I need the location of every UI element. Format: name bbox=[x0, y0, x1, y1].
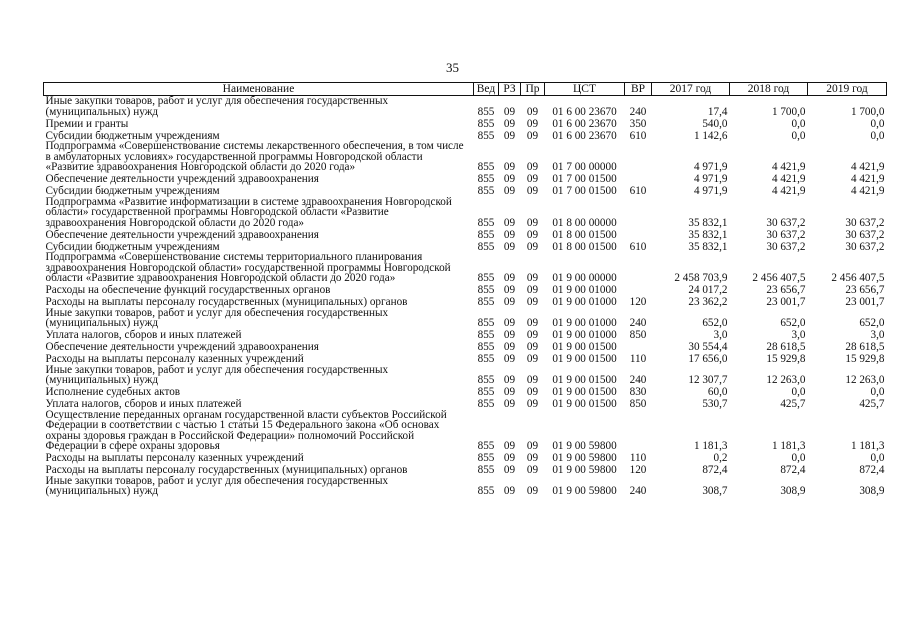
cell-y2017: 1 142,6 bbox=[693, 129, 728, 142]
cell-y2018: 4 421,9 bbox=[771, 185, 806, 197]
cell-y2018: 4 421,9 bbox=[771, 161, 806, 173]
cell-pr: 09 bbox=[526, 161, 539, 173]
cell-y2019: 2 456 407,5 bbox=[831, 272, 885, 284]
cell-y2019: 4 421,9 bbox=[850, 161, 885, 173]
cell-ved: 855 bbox=[477, 398, 495, 410]
cell-ved: 855 bbox=[477, 485, 495, 497]
cell-pr: 09 bbox=[526, 440, 539, 452]
cell-rz: 09 bbox=[503, 329, 516, 341]
cell-ved: 855 bbox=[477, 329, 495, 341]
cell-pr: 09 bbox=[526, 173, 539, 185]
cell-vr: 610 bbox=[629, 185, 647, 197]
table-row bbox=[44, 329, 887, 341]
cell-pr: 09 bbox=[526, 452, 539, 464]
cell-vr: 350 bbox=[629, 117, 647, 130]
cell-name: Иные закупки товаров, работ и услуг для обеспечения государственных (муниципальных) нужд bbox=[45, 306, 389, 329]
cell-name: Исполнение судебных актов bbox=[45, 386, 181, 398]
cell-rz: 09 bbox=[503, 296, 516, 308]
cell-ved: 855 bbox=[477, 117, 495, 130]
cell-vr bbox=[625, 173, 652, 185]
table-row bbox=[44, 252, 887, 284]
cell-pr: 09 bbox=[526, 329, 539, 341]
cell-y2017: 30 554,4 bbox=[688, 341, 728, 353]
cell-y2018: 2 456 407,5 bbox=[752, 272, 806, 284]
cell-pr: 09 bbox=[526, 284, 539, 296]
cell-pr: 09 bbox=[526, 398, 539, 410]
cell-cst: 01 9 00 01500 bbox=[552, 353, 617, 365]
cell-name: Расходы на обеспечение функций государственных органов bbox=[45, 284, 331, 296]
cell-y2018: 23 656,7 bbox=[766, 284, 806, 296]
cell-y2018: 15 929,8 bbox=[766, 353, 806, 365]
cell-cst: 01 9 00 59800 bbox=[552, 452, 617, 464]
cell-y2019: 28 618,5 bbox=[845, 341, 885, 353]
cell-vr: 240 bbox=[629, 317, 647, 329]
cell-y2017: 60,0 bbox=[707, 386, 728, 398]
cell-vr: 610 bbox=[629, 129, 647, 142]
cell-rz: 09 bbox=[503, 341, 516, 353]
cell-y2017: 308,7 bbox=[702, 485, 728, 497]
cell-y2019: 0,0 bbox=[870, 129, 885, 142]
cell-y2017: 0,2 bbox=[713, 452, 728, 464]
cell-vr: 830 bbox=[629, 386, 647, 398]
cell-name: Обеспечение деятельности учреждений здравоохранения bbox=[45, 173, 319, 185]
table-row bbox=[44, 308, 887, 329]
cell-vr: 110 bbox=[629, 452, 647, 464]
cell-y2018: 0,0 bbox=[791, 452, 806, 464]
cell-y2017: 17 656,0 bbox=[688, 353, 728, 365]
cell-pr: 09 bbox=[526, 464, 539, 476]
cell-cst: 01 9 00 01000 bbox=[552, 317, 617, 329]
cell-vr: 850 bbox=[629, 398, 647, 410]
cell-vr bbox=[625, 228, 652, 240]
table-row bbox=[44, 228, 887, 240]
cell-cst: 01 9 00 59800 bbox=[552, 464, 617, 476]
cell-pr: 09 bbox=[526, 228, 539, 241]
cell-y2017: 35 832,1 bbox=[688, 228, 728, 241]
cell-rz: 09 bbox=[503, 398, 516, 410]
cell-rz: 09 bbox=[503, 272, 516, 284]
cell-cst: 01 9 00 01500 bbox=[552, 374, 617, 386]
cell-rz: 09 bbox=[503, 485, 516, 497]
cell-y2017: 35 832,1 bbox=[688, 240, 728, 253]
cell-cst: 01 9 00 01000 bbox=[552, 329, 617, 341]
cell-y2018: 872,4 bbox=[780, 464, 806, 476]
cell-cst: 01 8 00 01500 bbox=[552, 240, 617, 253]
cell-name: Расходы на выплаты персоналу казенных учреждений bbox=[45, 452, 304, 464]
table-header-row bbox=[44, 83, 887, 96]
cell-name: Обеспечение деятельности учреждений здравоохранения bbox=[45, 341, 319, 353]
cell-y2017: 1 181,3 bbox=[693, 440, 728, 452]
cell-pr: 09 bbox=[526, 353, 539, 365]
cell-ved: 855 bbox=[477, 452, 495, 464]
cell-y2019: 308,9 bbox=[859, 485, 885, 497]
cell-rz: 09 bbox=[503, 440, 516, 452]
cell-vr bbox=[625, 252, 652, 284]
cell-rz: 09 bbox=[503, 452, 516, 464]
table-row bbox=[44, 398, 887, 410]
cell-vr: 850 bbox=[629, 329, 647, 341]
cell-y2018: 652,0 bbox=[780, 317, 806, 329]
cell-y2018: 1 700,0 bbox=[771, 105, 806, 118]
cell-rz: 09 bbox=[503, 353, 516, 365]
cell-name: Подпрограмма «Совершенствование системы лекарственного обеспечения, в том числе в амбулаторных условиях» государственной программы Новгородской области «Развитие здравоохранения Новгородской области до 2020 года» bbox=[45, 140, 464, 173]
cell-ved: 855 bbox=[477, 129, 495, 142]
cell-vr bbox=[625, 410, 652, 452]
cell-y2017: 530,7 bbox=[702, 398, 728, 410]
cell-y2018: 308,9 bbox=[780, 485, 806, 497]
cell-cst: 01 6 00 23670 bbox=[552, 117, 617, 130]
table-row bbox=[44, 464, 887, 476]
cell-pr: 09 bbox=[526, 317, 539, 329]
cell-ved: 855 bbox=[477, 440, 495, 452]
cell-y2017: 23 362,2 bbox=[688, 296, 728, 308]
cell-y2018: 30 637,2 bbox=[766, 228, 806, 241]
cell-y2018: 0,0 bbox=[791, 386, 806, 398]
cell-rz: 09 bbox=[503, 117, 516, 130]
page-number: 35 bbox=[446, 60, 459, 75]
cell-y2018: 3,0 bbox=[791, 329, 806, 341]
cell-y2017: 35 832,1 bbox=[688, 216, 728, 229]
cell-y2019: 425,7 bbox=[859, 398, 885, 410]
header-2018: 2018 год bbox=[730, 83, 808, 96]
cell-ved: 855 bbox=[477, 173, 495, 185]
cell-y2017: 540,0 bbox=[702, 117, 728, 130]
table-row bbox=[44, 476, 887, 497]
table-row bbox=[44, 353, 887, 365]
cell-y2019: 652,0 bbox=[859, 317, 885, 329]
cell-cst: 01 8 00 00000 bbox=[552, 216, 617, 229]
cell-vr bbox=[625, 197, 652, 229]
cell-y2019: 4 421,9 bbox=[850, 173, 885, 185]
cell-y2018: 12 263,0 bbox=[766, 374, 806, 386]
cell-y2019: 1 181,3 bbox=[850, 440, 885, 452]
cell-rz: 09 bbox=[503, 464, 516, 476]
cell-ved: 855 bbox=[477, 317, 495, 329]
cell-y2019: 23 656,7 bbox=[845, 284, 885, 296]
cell-cst: 01 9 00 01500 bbox=[552, 398, 617, 410]
cell-y2017: 4 971,9 bbox=[693, 185, 728, 197]
cell-cst: 01 7 00 00000 bbox=[552, 161, 617, 173]
cell-y2019: 15 929,8 bbox=[845, 353, 885, 365]
cell-rz: 09 bbox=[503, 284, 516, 296]
table-row bbox=[44, 141, 887, 173]
cell-pr: 09 bbox=[526, 185, 539, 197]
cell-pr: 09 bbox=[526, 240, 539, 253]
cell-ved: 855 bbox=[477, 272, 495, 284]
cell-rz: 09 bbox=[503, 374, 516, 386]
cell-pr: 09 bbox=[526, 341, 539, 353]
table-row bbox=[44, 284, 887, 296]
cell-vr bbox=[625, 341, 652, 353]
cell-rz: 09 bbox=[503, 173, 516, 185]
table-row bbox=[44, 386, 887, 398]
cell-y2019: 30 637,2 bbox=[845, 240, 885, 253]
cell-rz: 09 bbox=[503, 185, 516, 197]
cell-name: Субсидии бюджетным учреждениям bbox=[45, 129, 220, 142]
cell-pr: 09 bbox=[526, 296, 539, 308]
cell-rz: 09 bbox=[503, 105, 516, 118]
cell-pr: 09 bbox=[526, 216, 539, 229]
table-row bbox=[44, 96, 887, 118]
cell-vr: 110 bbox=[629, 353, 647, 365]
cell-ved: 855 bbox=[477, 105, 495, 118]
table-row bbox=[44, 185, 887, 197]
cell-vr: 240 bbox=[629, 374, 647, 386]
cell-cst: 01 9 00 00000 bbox=[552, 272, 617, 284]
cell-ved: 855 bbox=[477, 228, 495, 241]
header-2017: 2017 год bbox=[652, 83, 730, 96]
cell-rz: 09 bbox=[503, 161, 516, 173]
cell-y2019: 12 263,0 bbox=[845, 374, 885, 386]
header-name: Наименование bbox=[44, 83, 474, 96]
cell-y2019: 872,4 bbox=[859, 464, 885, 476]
cell-name: Осуществление переданных органам государственной власти субъектов Российской Федерации в соответствии с частью 1 статьи 15 Федерального закона «Об основах охраны здоровья граждан в Российской Федерации» полномочий Российской Федерации в сфере охраны здоровья bbox=[45, 408, 447, 452]
cell-cst: 01 9 00 01500 bbox=[552, 341, 617, 353]
cell-name: Премии и гранты bbox=[45, 117, 129, 130]
cell-name: Расходы на выплаты персоналу казенных учреждений bbox=[45, 353, 304, 365]
cell-name: Иные закупки товаров, работ и услуг для обеспечения государственных (муниципальных) нужд bbox=[45, 95, 389, 118]
cell-y2019: 1 700,0 bbox=[850, 105, 885, 118]
cell-name: Субсидии бюджетным учреждениям bbox=[45, 185, 220, 197]
cell-ved: 855 bbox=[477, 296, 495, 308]
header-pr: Пр bbox=[521, 83, 545, 96]
cell-y2018: 0,0 bbox=[791, 129, 806, 142]
cell-rz: 09 bbox=[503, 386, 516, 398]
cell-name: Субсидии бюджетным учреждениям bbox=[45, 240, 220, 253]
cell-name: Уплата налогов, сборов и иных платежей bbox=[45, 329, 242, 341]
cell-y2019: 3,0 bbox=[870, 329, 885, 341]
header-rz: РЗ bbox=[499, 83, 521, 96]
cell-ved: 855 bbox=[477, 216, 495, 229]
cell-vr: 240 bbox=[629, 105, 647, 118]
cell-rz: 09 bbox=[503, 240, 516, 253]
cell-vr bbox=[625, 141, 652, 173]
cell-pr: 09 bbox=[526, 485, 539, 497]
cell-y2018: 30 637,2 bbox=[766, 240, 806, 253]
cell-y2017: 24 017,2 bbox=[688, 284, 728, 296]
budget-table bbox=[43, 82, 887, 497]
table-row bbox=[44, 296, 887, 308]
cell-ved: 855 bbox=[477, 341, 495, 353]
cell-cst: 01 8 00 01500 bbox=[552, 228, 617, 241]
cell-name: Иные закупки товаров, работ и услуг для обеспечения государственных (муниципальных) нужд bbox=[45, 363, 389, 386]
table-row bbox=[44, 173, 887, 185]
table-row bbox=[44, 197, 887, 229]
cell-vr: 120 bbox=[629, 296, 647, 308]
cell-vr: 240 bbox=[629, 485, 647, 497]
cell-y2019: 0,0 bbox=[870, 452, 885, 464]
cell-y2017: 4 971,9 bbox=[693, 161, 728, 173]
cell-ved: 855 bbox=[477, 185, 495, 197]
cell-y2019: 0,0 bbox=[870, 386, 885, 398]
cell-name: Расходы на выплаты персоналу государственных (муниципальных) органов bbox=[45, 464, 408, 476]
cell-cst: 01 7 00 01500 bbox=[552, 185, 617, 197]
cell-ved: 855 bbox=[477, 284, 495, 296]
cell-cst: 01 9 00 01500 bbox=[552, 386, 617, 398]
cell-y2018: 28 618,5 bbox=[766, 341, 806, 353]
cell-vr: 610 bbox=[629, 240, 647, 253]
cell-name: Иные закупки товаров, работ и услуг для обеспечения государственных (муниципальных) нужд bbox=[45, 474, 389, 497]
header-ved: Вед bbox=[474, 83, 499, 96]
cell-name: Уплата налогов, сборов и иных платежей bbox=[45, 398, 242, 410]
cell-y2019: 30 637,2 bbox=[845, 216, 885, 229]
cell-rz: 09 bbox=[503, 216, 516, 229]
cell-cst: 01 9 00 59800 bbox=[552, 440, 617, 452]
cell-pr: 09 bbox=[526, 105, 539, 118]
table-row bbox=[44, 117, 887, 129]
cell-name: Расходы на выплаты персоналу государственных (муниципальных) органов bbox=[45, 296, 408, 308]
table-row bbox=[44, 341, 887, 353]
cell-name: Подпрограмма «Совершенствование системы территориального планирования здравоохранения Новгородской области» государственной программы Новгородской области «Развитие здравоохранения Новгородской области до 2020 года» bbox=[45, 251, 451, 284]
cell-pr: 09 bbox=[526, 386, 539, 398]
cell-y2019: 0,0 bbox=[870, 117, 885, 130]
cell-ved: 855 bbox=[477, 240, 495, 253]
cell-y2018: 23 001,7 bbox=[766, 296, 806, 308]
header-cst: ЦСТ bbox=[545, 83, 625, 96]
cell-y2018: 425,7 bbox=[780, 398, 806, 410]
cell-vr: 120 bbox=[629, 464, 647, 476]
cell-cst: 01 6 00 23670 bbox=[552, 105, 617, 118]
cell-y2018: 1 181,3 bbox=[771, 440, 806, 452]
cell-pr: 09 bbox=[526, 272, 539, 284]
cell-y2019: 30 637,2 bbox=[845, 228, 885, 241]
cell-y2017: 17,4 bbox=[707, 105, 728, 118]
cell-y2017: 12 307,7 bbox=[688, 374, 728, 386]
cell-cst: 01 9 00 01000 bbox=[552, 284, 617, 296]
cell-rz: 09 bbox=[503, 129, 516, 142]
cell-cst: 01 9 00 01000 bbox=[552, 296, 617, 308]
cell-y2017: 872,4 bbox=[702, 464, 728, 476]
cell-y2017: 652,0 bbox=[702, 317, 728, 329]
cell-name: Подпрограмма «Развитие информатизации в системе здравоохранения Новгородской области» государственной программы Новгородской области «Развитие здравоохранения Новгородской области до 2020 года» bbox=[45, 195, 452, 229]
cell-ved: 855 bbox=[477, 161, 495, 173]
table-row bbox=[44, 365, 887, 386]
cell-rz: 09 bbox=[503, 228, 516, 241]
cell-cst: 01 7 00 01500 bbox=[552, 173, 617, 185]
cell-y2017: 3,0 bbox=[713, 329, 728, 341]
cell-y2018: 30 637,2 bbox=[766, 216, 806, 229]
cell-y2019: 4 421,9 bbox=[850, 185, 885, 197]
cell-cst: 01 6 00 23670 bbox=[552, 129, 617, 142]
table-row bbox=[44, 410, 887, 452]
table-row bbox=[44, 452, 887, 464]
cell-y2017: 4 971,9 bbox=[693, 173, 728, 185]
cell-y2018: 4 421,9 bbox=[771, 173, 806, 185]
cell-name: Обеспечение деятельности учреждений здравоохранения bbox=[45, 228, 319, 241]
cell-cst: 01 9 00 59800 bbox=[552, 485, 617, 497]
header-vr: ВР bbox=[625, 83, 652, 96]
cell-y2018: 0,0 bbox=[791, 117, 806, 130]
cell-pr: 09 bbox=[526, 374, 539, 386]
cell-ved: 855 bbox=[477, 386, 495, 398]
cell-ved: 855 bbox=[477, 353, 495, 365]
cell-ved: 855 bbox=[477, 464, 495, 476]
cell-ved: 855 bbox=[477, 374, 495, 386]
cell-vr bbox=[625, 284, 652, 296]
cell-y2019: 23 001,7 bbox=[845, 296, 885, 308]
cell-y2017: 2 458 703,9 bbox=[674, 272, 728, 284]
header-2019: 2019 год bbox=[808, 83, 887, 96]
cell-pr: 09 bbox=[526, 129, 539, 142]
cell-pr: 09 bbox=[526, 117, 539, 130]
cell-rz: 09 bbox=[503, 317, 516, 329]
